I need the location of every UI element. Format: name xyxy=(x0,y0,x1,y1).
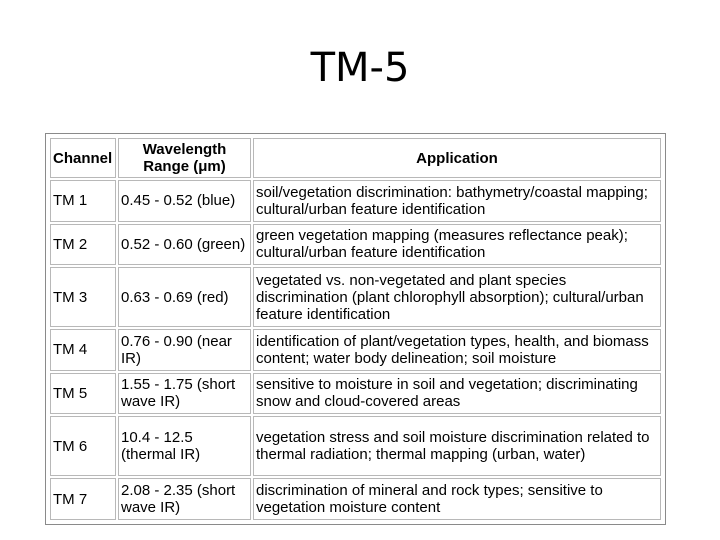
slide-title: TM-5 xyxy=(310,45,410,91)
application-cell: vegetated vs. non-vegetated and plant species discrimination (plant chlorophyll absorption); cultural/urban feature identification xyxy=(253,267,661,327)
table-row xyxy=(50,224,661,266)
application-cell: sensitive to moisture in soil and vegetation; discriminating snow and cloud-covered areas xyxy=(253,373,661,415)
range-cell: 10.4 - 12.5 (thermal IR) xyxy=(118,416,251,476)
header-channel: Channel xyxy=(50,138,116,178)
table-row xyxy=(50,373,661,415)
table-row xyxy=(50,478,661,520)
range-cell: 0.76 - 0.90 (near IR) xyxy=(118,329,251,371)
channel-cell: TM 5 xyxy=(50,373,116,415)
channel-cell: TM 6 xyxy=(50,416,116,476)
tm-bands-table-frame xyxy=(45,133,666,525)
range-cell: 0.45 - 0.52 (blue) xyxy=(118,180,251,222)
application-cell: vegetation stress and soil moisture discrimination related to thermal radiation; thermal mapping (urban, water) xyxy=(253,416,661,476)
range-cell: 0.63 - 0.69 (red) xyxy=(118,267,251,327)
range-cell: 2.08 - 2.35 (short wave IR) xyxy=(118,478,251,520)
application-cell: soil/vegetation discrimination: bathymetry/coastal mapping; cultural/urban feature identification xyxy=(253,180,661,222)
table-row xyxy=(50,180,661,222)
channel-cell: TM 1 xyxy=(50,180,116,222)
tm-bands-table xyxy=(48,136,663,522)
channel-cell: TM 2 xyxy=(50,224,116,266)
application-cell: discrimination of mineral and rock types; sensitive to vegetation moisture content xyxy=(253,478,661,520)
table-row xyxy=(50,329,661,371)
application-cell: green vegetation mapping (measures reflectance peak); cultural/urban feature identification xyxy=(253,224,661,266)
header-application: Application xyxy=(253,138,661,178)
channel-cell: TM 4 xyxy=(50,329,116,371)
application-cell: identification of plant/vegetation types, health, and biomass content; water body delineation; soil moisture xyxy=(253,329,661,371)
range-cell: 0.52 - 0.60 (green) xyxy=(118,224,251,266)
table-header-row xyxy=(50,138,661,178)
channel-cell: TM 7 xyxy=(50,478,116,520)
table-row xyxy=(50,416,661,476)
table-row xyxy=(50,267,661,327)
channel-cell: TM 3 xyxy=(50,267,116,327)
range-cell: 1.55 - 1.75 (short wave IR) xyxy=(118,373,251,415)
header-wavelength-range: Wavelength Range (μm) xyxy=(118,138,251,178)
